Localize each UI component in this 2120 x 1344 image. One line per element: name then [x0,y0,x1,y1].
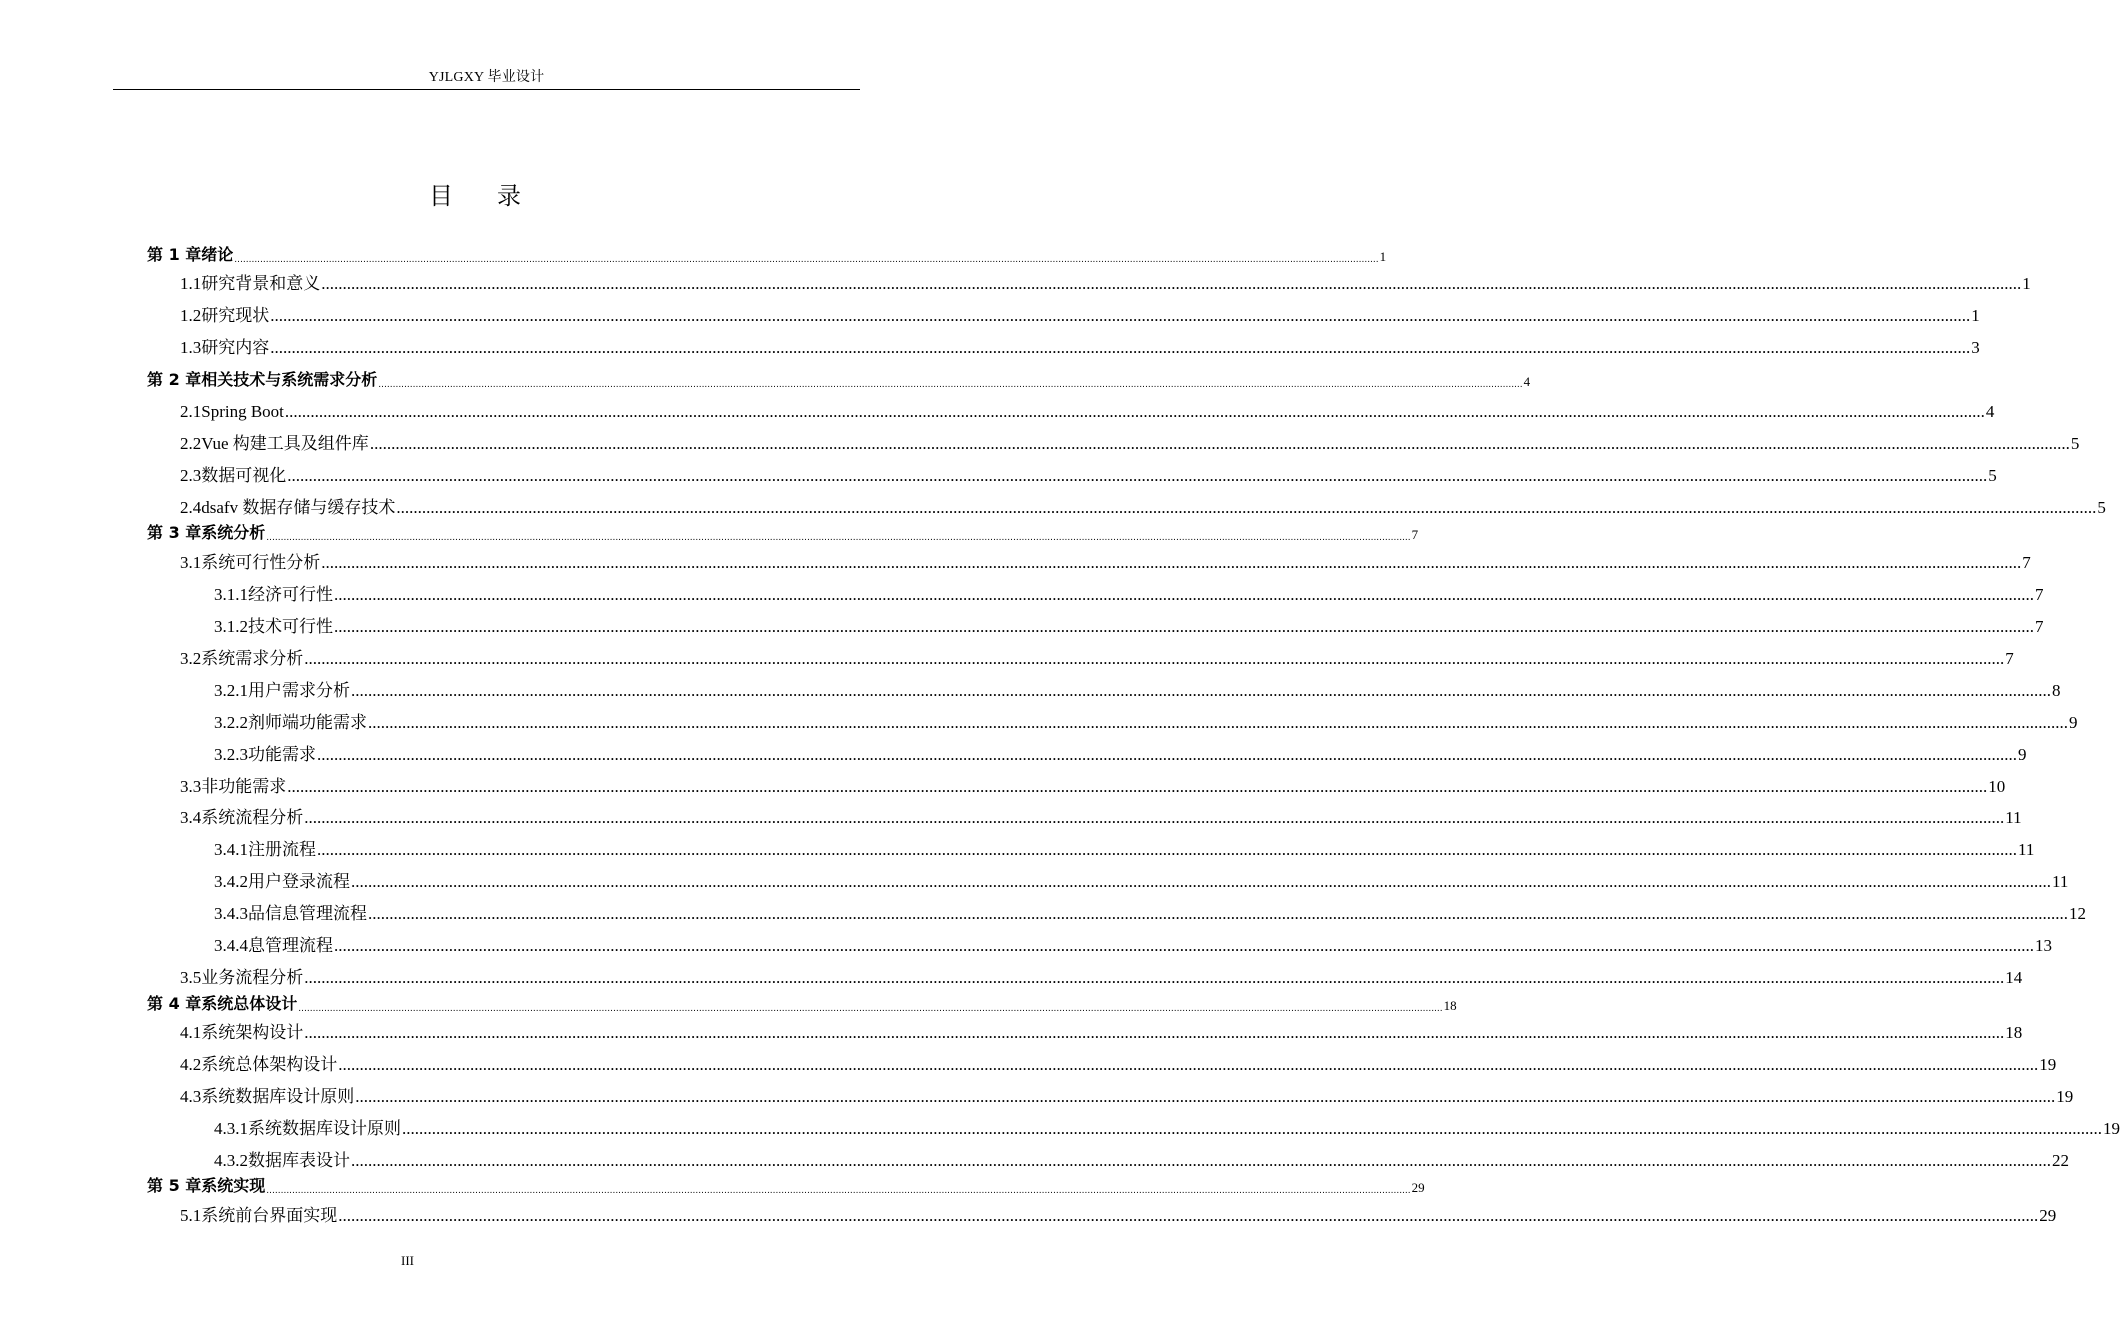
toc-entry[interactable] [180,551,2031,573]
toc-leader-dots: ................................................................................................................................................................................................................................................................................................................................................................................................................ [270,306,1971,325]
toc-entry-page: 8 [2052,681,2061,700]
toc-entry[interactable] [214,583,2044,605]
toc-entry-title: 研究现状 [201,306,270,325]
toc-entry-number: 1.2 [180,306,202,325]
toc-entry-title: 相关技术与系统需求分析 [201,370,378,389]
toc-entry-title: 研究内容 [201,338,270,357]
toc-entry[interactable] [180,806,2022,828]
toc-entry-title: 用户需求分析 [248,681,350,700]
page-header: YJLGXY 毕业设计 [428,70,545,85]
toc-entry[interactable] [180,966,2023,988]
toc-leader-dots: ................................................................................................................................................................................................................................................................................................................................................................................................................ [334,617,2034,636]
toc-leader-dots: ................................................................................................................................................................................................................................................................................................................................................................................................................ [351,1151,2051,1170]
toc-entry[interactable] [180,272,2031,294]
toc-entry-page: 3 [1971,338,1980,357]
toc-entry-title: 数据库表设计 [248,1151,350,1170]
toc-leader-dots: ................................................................................................................................................................................................................................................................................................................................................................................................................ [321,274,2022,293]
toc-entry-page: 9 [2069,713,2078,732]
toc-entry-page: 7 [2022,553,2031,572]
toc-leader-dots: ................................................................................................................................................................................................................................................................................................................................................................................................................ [317,745,2017,764]
toc-entry[interactable] [180,336,1980,358]
toc-entry-page: 13 [2035,936,2052,955]
toc-entry[interactable] [180,1085,2074,1107]
toc-entry[interactable] [214,1149,2069,1171]
toc-entry-page: 18 [2005,1023,2023,1042]
toc-leader-dots: ................................................................................................................................................................................................................................................................................................................................................................................................................ [321,553,2022,572]
toc-entry-title: 技术可行性 [248,617,333,636]
toc-entry-page: 1 [2022,274,2031,293]
toc-entry-number: 第 4 章 [147,994,202,1013]
toc-entry-page: 14 [2005,968,2023,987]
toc-entry-number: 3.2.2 [214,713,248,732]
toc-leader-dots: ................................................................................................................................................................................................................................................................................................................................................................................................................ [338,1055,2039,1074]
toc-leader-dots: ................................................................................................................................................................................................................................................................................................................................................................................................................ [368,713,2068,732]
toc-entry[interactable] [180,1053,2057,1075]
toc-entry-page: 5 [2097,498,2106,517]
toc-entry-number: 第 2 章 [147,370,202,389]
toc-entry-number: 3.4.4 [214,936,248,955]
toc-leader-dots: ................................................................................................................................................................................................................................................................................................................................................................................................................ [317,840,2017,859]
toc-entry-page: 19 [2039,1055,2057,1074]
toc-entry-page: 29 [1411,1180,1425,1195]
toc-entry[interactable] [214,934,2052,956]
toc-entry-page: 12 [2069,904,2086,923]
toc-leader-dots: ................................................................................................................................................................................................................................................................................................................................................................................................................ [266,533,1411,543]
toc-entry-number: 4.3.1 [214,1119,248,1138]
toc-entry-page: 7 [2005,649,2014,668]
toc-entry-title: 系统可行性分析 [201,553,321,572]
toc-entry-number: 2.1 [180,402,202,421]
toc-entry[interactable] [214,870,2069,892]
toc-leader-dots: ................................................................................................................................................................................................................................................................................................................................................................................................................ [266,1186,1411,1196]
toc-entry-title: 系统分析 [201,523,266,542]
toc-entry-page: 1 [1971,306,1980,325]
toc-entry[interactable] [214,838,2035,860]
toc-leader-dots: ................................................................................................................................................................................................................................................................................................................................................................................................................ [355,1087,2056,1106]
toc-entry-page: 1 [1379,249,1387,264]
toc-leader-dots: ................................................................................................................................................................................................................................................................................................................................................................................................................ [351,681,2051,700]
toc-title: 目录 [429,182,565,210]
toc-entry[interactable] [214,679,2061,701]
toc-entry-page: 22 [2052,1151,2069,1170]
toc-entry-number: 2.4 [180,498,202,517]
toc-leader-dots: ................................................................................................................................................................................................................................................................................................................................................................................................................ [298,1004,1443,1014]
toc-entry-title: 用户登录流程 [248,872,350,891]
toc-entry-page: 11 [2005,808,2022,827]
toc-entry-page: 7 [2035,585,2044,604]
toc-entry-number: 3.2 [180,649,202,668]
toc-entry[interactable] [214,902,2086,924]
toc-entry-number: 3.4.2 [214,872,248,891]
toc-entry-title: 系统需求分析 [201,649,304,668]
toc-entry-title: 系统流程分析 [201,808,304,827]
toc-leader-dots: ................................................................................................................................................................................................................................................................................................................................................................................................................ [304,968,2005,987]
toc-entry-title: dsafv 数据存储与缓存技术 [201,498,396,517]
toc-leader-dots: ................................................................................................................................................................................................................................................................................................................................................................................................................ [234,255,1379,265]
toc-entry-title: 系统前台界面实现 [201,1206,338,1225]
toc-entry-number: 3.1 [180,553,202,572]
toc-entry-title: 非功能需求 [201,777,287,796]
toc-entry-number: 3.2.1 [214,681,248,700]
toc-leader-dots: ................................................................................................................................................................................................................................................................................................................................................................................................................ [402,1119,2102,1138]
toc-entry[interactable] [180,496,2106,518]
toc-entry-title: Vue 构建工具及组件库 [201,434,369,453]
toc-entry[interactable] [214,615,2044,637]
toc-leader-dots: ................................................................................................................................................................................................................................................................................................................................................................................................................ [396,498,2097,517]
toc-leader-dots: ................................................................................................................................................................................................................................................................................................................................................................................................................ [338,1206,2039,1225]
toc-entry-title: 系统数据库设计原则 [201,1087,355,1106]
toc-entry-page: 11 [2018,840,2035,859]
toc-entry-title: 剂师端功能需求 [248,713,367,732]
toc-entry-number: 3.2.3 [214,745,248,764]
toc-entry[interactable] [180,432,2080,454]
toc-entry-title: 功能需求 [248,745,316,764]
toc-entry-number: 第 5 章 [147,1176,202,1195]
toc-entry[interactable] [147,521,1419,543]
toc-entry-page: 11 [2052,872,2069,891]
toc-entry-title: 研究背景和意义 [201,274,321,293]
toc-entry-page: 19 [2056,1087,2074,1106]
toc-entry-number: 1.3 [180,338,202,357]
toc-entry-page: 29 [2039,1206,2057,1225]
toc-entry-title: 业务流程分析 [201,968,304,987]
toc-leader-dots: ................................................................................................................................................................................................................................................................................................................................................................................................................ [334,585,2034,604]
toc-entry-title: 系统总体架构设计 [201,1055,338,1074]
toc-entry-number: 2.2 [180,434,202,453]
toc-entry-number: 3.1.1 [214,585,248,604]
toc-entry-title: 品信息管理流程 [248,904,367,923]
toc-leader-dots: ................................................................................................................................................................................................................................................................................................................................................................................................................ [287,777,1988,796]
toc-entry-title: 息管理流程 [248,936,333,955]
toc-entry[interactable] [180,775,2006,797]
toc-entry[interactable] [180,1204,2057,1226]
toc-entry-number: 3.1.2 [214,617,248,636]
toc-leader-dots: ................................................................................................................................................................................................................................................................................................................................................................................................................ [304,649,2005,668]
toc-entry-number: 第 3 章 [147,523,202,542]
toc-entry[interactable] [147,992,1457,1014]
toc-entry-number: 第 1 章 [147,245,202,264]
toc-entry-number: 4.3.2 [214,1151,248,1170]
toc-entry-title: 系统架构设计 [201,1023,304,1042]
toc-entry[interactable] [214,711,2078,733]
toc-entry-number: 3.4.1 [214,840,248,859]
toc-entry-title: 系统实现 [201,1176,266,1195]
toc-entry-title: 注册流程 [248,840,316,859]
toc-entry-number: 3.4.3 [214,904,248,923]
toc-leader-dots: ................................................................................................................................................................................................................................................................................................................................................................................................................ [287,466,1988,485]
toc-entry-title: 数据可视化 [201,466,287,485]
toc-entry[interactable] [180,464,1997,486]
toc-entry-number: 3.3 [180,777,202,796]
toc-entry-page: 9 [2018,745,2027,764]
toc-entry-title: Spring Boot [201,402,284,421]
toc-entry-number: 1.1 [180,274,202,293]
toc-entry[interactable] [180,400,1995,422]
toc-entry-page: 4 [1523,374,1531,389]
toc-entry-page: 19 [2103,1119,2120,1138]
toc-entry[interactable] [214,743,2027,765]
toc-entry[interactable] [147,1174,1425,1196]
toc-entry[interactable] [214,1117,2120,1139]
toc-leader-dots: ................................................................................................................................................................................................................................................................................................................................................................................................................ [270,338,1971,357]
toc-entry-number: 3.4 [180,808,202,827]
toc-entry[interactable] [180,304,1980,326]
toc-entry[interactable] [147,368,1531,390]
toc-entry[interactable] [147,243,1387,265]
header-rule [113,89,860,90]
toc-leader-dots: ................................................................................................................................................................................................................................................................................................................................................................................................................ [304,1023,2005,1042]
toc-entry-title: 系统总体设计 [201,994,298,1013]
toc-leader-dots: ................................................................................................................................................................................................................................................................................................................................................................................................................ [369,434,2070,453]
toc-entry-page: 5 [2070,434,2080,453]
toc-leader-dots: ................................................................................................................................................................................................................................................................................................................................................................................................................ [351,872,2051,891]
toc-entry-number: 4.1 [180,1023,202,1042]
toc-entry-page: 4 [1985,402,1995,421]
toc-entry-page: 7 [2035,617,2044,636]
toc-entry-title: 系统数据库设计原则 [248,1119,401,1138]
toc-entry[interactable] [180,1021,2023,1043]
toc-entry-number: 3.5 [180,968,202,987]
toc-entry-page: 5 [1988,466,1997,485]
toc-entry-page: 7 [1411,527,1419,542]
toc-entry-number: 2.3 [180,466,202,485]
toc-entry-number: 4.2 [180,1055,202,1074]
toc-leader-dots: ................................................................................................................................................................................................................................................................................................................................................................................................................ [304,808,2005,827]
toc-entry-title: 经济可行性 [248,585,333,604]
toc-entry-number: 4.3 [180,1087,202,1106]
toc-leader-dots: ................................................................................................................................................................................................................................................................................................................................................................................................................ [284,402,1985,421]
toc-entry-title: 绪论 [201,245,234,264]
page-number: III [401,1253,414,1268]
toc-entry-page: 10 [1988,777,2006,796]
toc-leader-dots: ................................................................................................................................................................................................................................................................................................................................................................................................................ [378,380,1523,390]
toc-entry[interactable] [180,647,2014,669]
toc-entry-page: 18 [1443,998,1457,1013]
toc-leader-dots: ................................................................................................................................................................................................................................................................................................................................................................................................................ [334,936,2034,955]
toc-entry-number: 5.1 [180,1206,202,1225]
toc-leader-dots: ................................................................................................................................................................................................................................................................................................................................................................................................................ [368,904,2068,923]
